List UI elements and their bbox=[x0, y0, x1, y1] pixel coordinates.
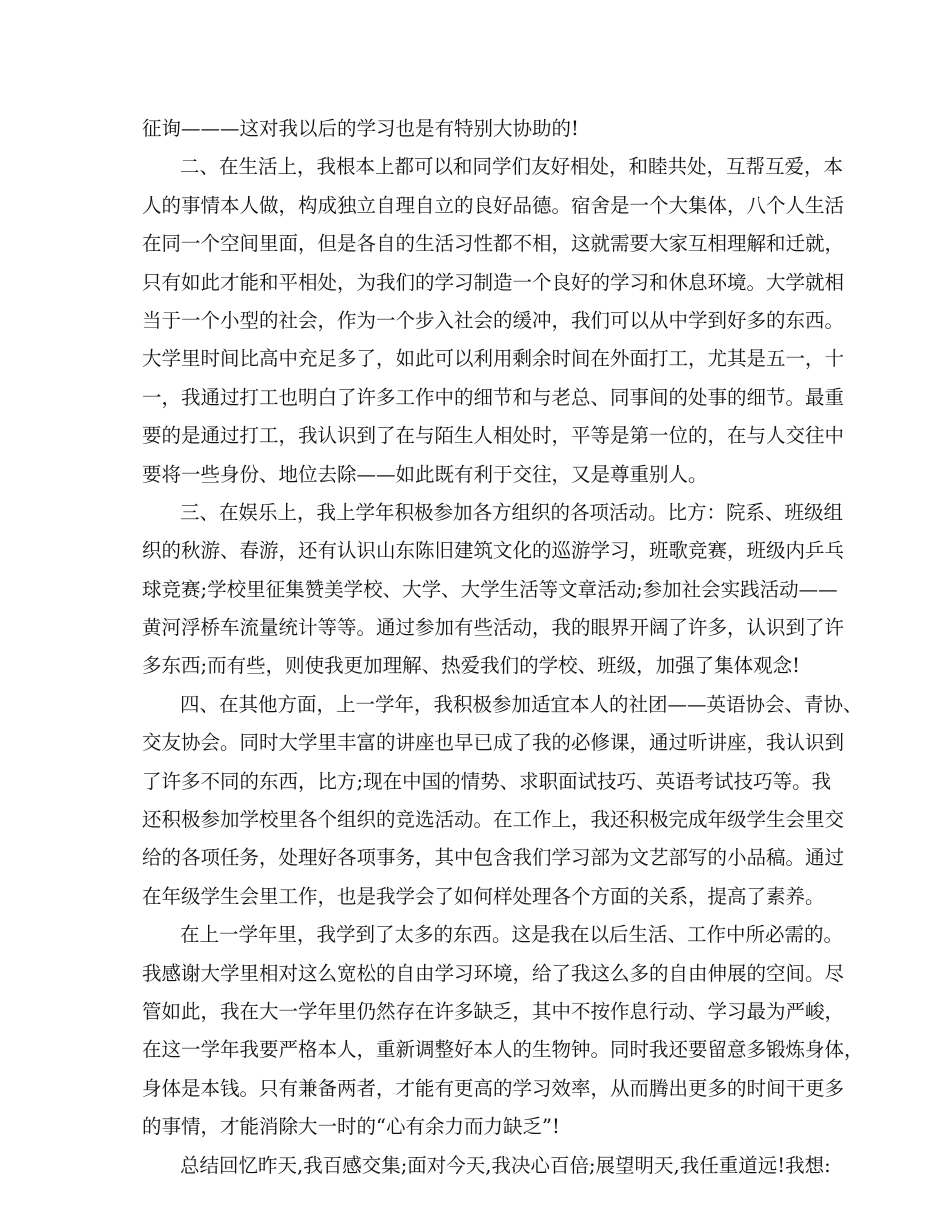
text-line: 三、在娱乐上，我上学年积极参加各方组织的各项活动。比方：院系、班级组 bbox=[180, 500, 844, 524]
text-line: 我感谢大学里相对这么宽松的自由学习环境，给了我这么多的自由伸展的空间。尽 bbox=[142, 961, 845, 985]
text-line: 二、在生活上，我根本上都可以和同学们友好相处，和睦共处，互帮互爱，本 bbox=[180, 155, 844, 179]
document-body bbox=[142, 110, 864, 1185]
text-line: 总结回忆昨天,我百感交集;面对今天,我决心百倍;展望明天,我任重道远!我想: bbox=[180, 1153, 831, 1177]
text-line: 在这一学年我要严格本人，重新调整好本人的生物钟。同时我还要留意多锻炼身体， bbox=[142, 1038, 864, 1062]
text-line: 大学里时间比高中充足多了，如此可以利用剩余时间在外面打工，尤其是五一，十 bbox=[142, 347, 845, 371]
text-line: 在上一学年里，我学到了太多的东西。这是我在以后生活、工作中所必需的。 bbox=[180, 923, 844, 947]
text-line: 还积极参加学校里各个组织的竞选活动。在工作上，我还积极完成年级学生会里交 bbox=[142, 808, 845, 832]
text-line: 球竞赛;学校里征集赞美学校、大学、大学生活等文章活动;参加社会实践活动—— bbox=[142, 577, 838, 601]
text-line: 织的秋游、春游，还有认识山东陈旧建筑文化的巡游学习，班歌竞赛，班级内乒乓 bbox=[142, 539, 845, 563]
text-line: 要将一些身份、地位去除——如此既有利于交往，又是尊重别人。 bbox=[142, 462, 708, 486]
text-line: 交友协会。同时大学里丰富的讲座也早已成了我的必修课，通过听讲座，我认识到 bbox=[142, 731, 845, 755]
text-line: 四、在其他方面，上一学年，我积极参加适宜本人的社团——英语协会、青协、 bbox=[180, 692, 863, 716]
text-line: 的事情，才能消除大一时的“心有余力而力缺乏”! bbox=[142, 1115, 560, 1139]
text-line: 黄河浮桥车流量统计等等。通过参加有些活动，我的眼界开阔了许多，认识到了许 bbox=[142, 616, 845, 640]
text-line: 人的事情本人做，构成独立自理自立的良好品德。宿舍是一个大集体，八个人生活 bbox=[142, 193, 845, 217]
text-line: 了许多不同的东西，比方;现在中国的情势、求职面试技巧、英语考试技巧等。我 bbox=[142, 769, 832, 793]
text-line: 一，我通过打工也明白了许多工作中的细节和与老总、同事间的处事的细节。最重 bbox=[142, 385, 845, 409]
text-line: 当于一个小型的社会，作为一个步入社会的缓冲，我们可以从中学到好多的东西。 bbox=[142, 308, 845, 332]
text-line: 要的是通过打工，我认识到了在与陌生人相处时，平等是第一位的，在与人交往中 bbox=[142, 424, 845, 448]
text-line: 给的各项任务，处理好各项事务，其中包含我们学习部为文艺部写的小品稿。通过 bbox=[142, 846, 845, 870]
text-line: 多东西;而有些，则使我更加理解、热爱我们的学校、班级，加强了集体观念! bbox=[142, 654, 800, 678]
text-line: 身体是本钱。只有兼备两者，才能有更高的学习效率，从而腾出更多的时间干更多 bbox=[142, 1076, 845, 1100]
text-line: 管如此，我在大一学年里仍然存在许多缺乏，其中不按作息行动、学习最为严峻， bbox=[142, 999, 845, 1023]
text-line: 在同一个空间里面，但是各自的生活习性都不相，这就需要大家互相理解和迁就， bbox=[142, 232, 845, 256]
text-line: 只有如此才能和平相处，为我们的学习制造一个良好的学习和休息环境。大学就相 bbox=[142, 270, 845, 294]
text-line: 在年级学生会里工作，也是我学会了如何样处理各个方面的关系，提高了素养。 bbox=[142, 884, 825, 908]
text-line: 征询———这对我以后的学习也是有特别大协助的! bbox=[142, 117, 579, 140]
